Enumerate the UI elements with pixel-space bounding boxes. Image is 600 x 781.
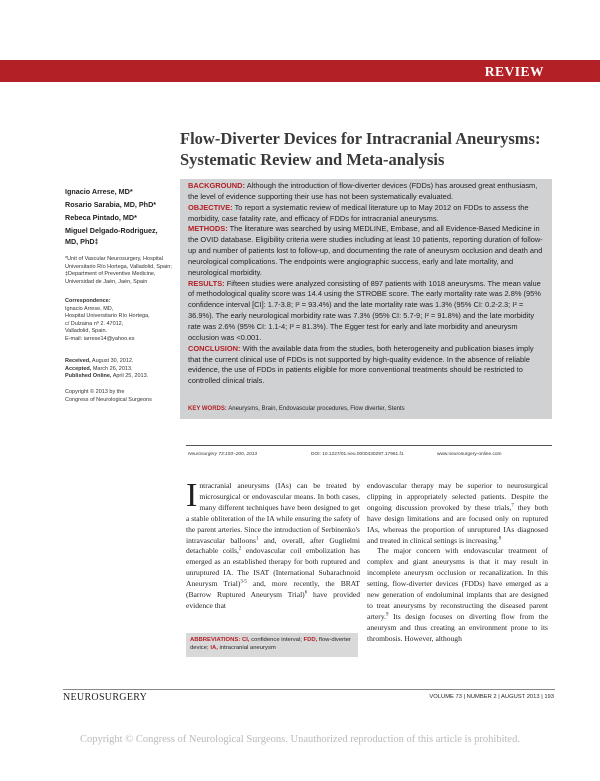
abstract — [188, 181, 548, 387]
reference-link[interactable]: 1 — [255, 536, 259, 542]
journal-citation: Neurosurgery 73:193–200, 2013 — [188, 452, 258, 457]
section-label: REVIEW — [484, 64, 544, 79]
title-line-1: Flow-Diverter Devices for Intracranial Aneurysms: — [180, 129, 541, 148]
author-3: Rebeca Pintado, MD* — [65, 213, 137, 222]
abstract-background: BACKGROUND: Although the introduction of flow-diverter devices (FDDs) has aroused great enthusiasm, the level of evidence supporting their use has not been systematically evaluated. — [188, 181, 538, 201]
abbreviations-box: ABBREVIATIONS: CI, confidence interval; FDD, flow-diverter device; IA, intracranial aneurysm — [186, 633, 358, 657]
author-1: Ignacio Arrese, MD* — [65, 187, 133, 196]
author-2: Rosario Sarabia, MD, PhD* — [65, 200, 157, 209]
correspondence-block — [65, 298, 175, 344]
correspondence-line: Ignacio Arrese, MD, — [65, 305, 114, 312]
reference-link[interactable]: 7 — [511, 503, 514, 509]
author-4: Miguel Delgado-Rodriguez, — [65, 226, 158, 235]
abstract-results: RESULTS: Fifteen studies were analyzed consisting of 897 patients with 1018 aneurysms. The mean value of methodological quality score was 14.4 using the STROBE score. The early mortality rate was 2.8% (95% confidence interval [CI]: 1.7-3.8; I² = 93.4%) and the late mortality rate was 1.3% (95% CI: 0.2-2.3; I² = 36.9%). The early neurological morbidity rate was 7.3% (95% CI: 5.7-9; I² = 91.8%) and the late morbidity rate was 2.6% (95% CI: 1.1-4; I² = 81.3%). The Egger test for early and late morbidity and aneurysm occlusion was <0.001. — [188, 278, 541, 342]
copyright-notice: Copyright © Congress of Neurological Surgeons. Unauthorized reproduction of this article is prohibited. — [80, 734, 520, 745]
copyright-line: Copyright © 2013 by the — [65, 389, 125, 395]
citation-divider — [186, 445, 552, 446]
affiliation: *Unit of Vascular Neurosurgery, Hospital Universitario Río Hortega, Valladolid, Spain; ‡Department of Preventive Medicine, Universidad de Jaén, Jaén, Spain — [65, 256, 172, 285]
correspondence-line: Valladolid, Spain. — [65, 328, 108, 335]
author-4-degree: MD, PhD‡ — [65, 237, 99, 246]
reference-link[interactable]: 6 — [304, 590, 308, 596]
correspondence-email[interactable]: E-mail: iarrese14@yahoo.es — [65, 335, 135, 342]
abstract-methods: METHODS: The literature was searched by using MEDLINE, Embase, and all Evidence-Based Medicine in the OVID database. Eligibility criteria were studies including at least 10 patients, reporting duration of follow-up and number of patients lost to follow-up, and documenting the rate of aneurysm occlusion and death and neurological complications. The endpoints were angiographic success, early and late mortality, and neurological morbidity. — [188, 224, 543, 277]
body-column-1: Intracranial aneurysms (IAs) can be treated by microsurgical or endovascular means. In both cases, many different techniques have been designed to get a stable obliteration of the IA while ensuring the safety of the parent arteries. Since the introduction of Serbinenko's intravascular balloons$^1$ and, overall, after Guglielmi detachable coils,$^2$ endovascular coil embolization has emerged as an established therapy for both ruptured and unruptured IA. The ISAT (International Subarachnoid Aneurysm Trial)$^{3-5}$ and, more recently, the BRAT (Barrow Ruptured Aneurysm Trial)$^6$ have provided evidence that — [186, 477, 360, 610]
correspondence-line: Hospital Universitario Río Hortega, — [65, 313, 150, 320]
history-received: Received, August 30, 2012. — [65, 358, 134, 364]
footer-divider — [63, 689, 555, 690]
website-link[interactable]: www.neurosurgery-online.com — [437, 452, 502, 457]
correspondence-line: c/ Dulzaina nº 2. 47012, — [65, 320, 124, 327]
article-title — [180, 128, 560, 170]
history-accepted: Accepted, March 26, 2013. — [65, 365, 133, 372]
paragraph: endovascular therapy may be superior to neurosurgical clipping in appropriately selected patients. Despite the ongoing discussion provoked by these trials,$^7$ they both have design limitations and are focused only on ruptured IAs, whereas the proportion of unruptured IAs diagnosed and treated in clinical settings is increasing.$^8$ — [367, 481, 549, 545]
doi-link[interactable]: DOI: 10.1227/01.neu.0000430297.17961.f1 — [311, 452, 404, 457]
body-column-2 — [367, 481, 548, 645]
copyright-line: Congress of Neurological Surgeons — [65, 396, 152, 403]
keywords: KEY WORDS: Aneurysms, Brain, Endovascular procedures, Flow diverter, Stents — [188, 406, 405, 412]
title-line-2: Systematic Review and Meta-analysis — [180, 150, 445, 169]
copyright-block — [65, 389, 175, 404]
history-published: Published Online, April 25, 2013. — [65, 373, 149, 380]
reference-link[interactable]: 9 — [386, 612, 389, 618]
correspondence-label: Correspondence: — [65, 298, 111, 304]
journal-logo: NEUROSURGERY — [63, 692, 148, 703]
abstract-objective: OBJECTIVE: To report a systematic review of medical literature up to May 2012 on FDDs to assess the morbidity, case fatality rate, and efficacy of FDDs for intracranial aneurysms. — [188, 202, 529, 223]
reference-link[interactable]: 3-5 — [240, 579, 247, 585]
paragraph: The major concern with endovascular treatment of complex and giant aneurysms is that it may result in incomplete aneurysm occlusion or recanalization. In this setting, flow-diverter devices (FDDs) have emerged as a new generation of endoluminal implants that are designed to treat aneurysms by reconstructing the diseased parent artery.$^9$ Its design focuses on diverting flow from the aneurysm and thus creating an environment prone to its thrombosis. However, although — [367, 546, 548, 643]
footer-issue-info: VOLUME 73 | NUMBER 2 | AUGUST 2013 | 193 — [429, 694, 554, 700]
abstract-conclusion: CONCLUSION: With the available data from the studies, both heterogeneity and publication biases imply that the current clinical use of FDDs is not supported by high-quality evidence. In the absence of reliable evidence, the use of FDDs in patients eligible for more conventional treatments should be restricted to controlled clinical trials. — [188, 343, 534, 386]
reference-link[interactable]: 8 — [498, 536, 502, 542]
reference-link[interactable]: 2 — [238, 546, 242, 552]
drop-cap: I — [186, 477, 198, 514]
article-history — [65, 358, 175, 381]
